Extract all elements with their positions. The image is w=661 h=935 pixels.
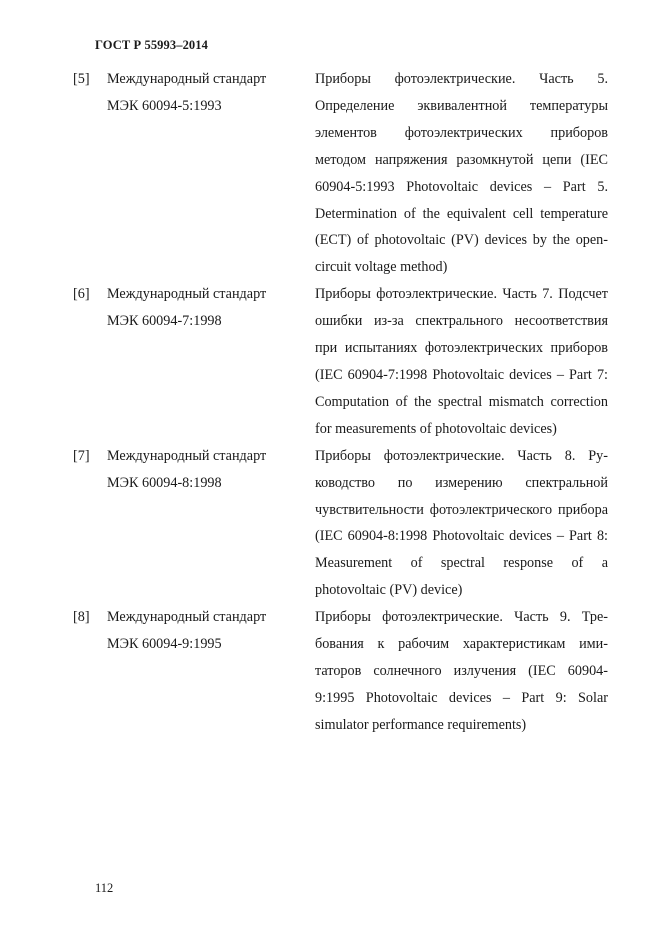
reference-standard: [107, 443, 315, 497]
reference-standard-type: Международный стандарт: [107, 447, 267, 464]
reference-item: [73, 281, 613, 442]
reference-item: [73, 604, 613, 739]
reference-standard-type: Международный стандарт: [107, 286, 267, 303]
reference-standard-type: Международный стандарт: [107, 609, 267, 626]
reference-number: [8]: [73, 609, 90, 626]
reference-standard: [107, 604, 315, 658]
reference-standard-type: Международный стандарт: [107, 71, 267, 87]
reference-number: [6]: [73, 286, 90, 303]
reference-number: [7]: [73, 447, 90, 464]
reference-standard: [107, 66, 315, 120]
reference-item: [73, 443, 613, 604]
document-header: ГОСТ Р 55993–2014: [95, 38, 208, 52]
reference-standard-code: МЭК 60094-9:1995: [107, 636, 222, 653]
reference-item: [73, 66, 613, 281]
reference-title: Приборы фотоэлектрические. Часть 7. Подсчет ошибки из-за спектрального несоответствия при испытаниях фотоэлектрических приборов (IEC 60904-7:1998 Photovoltaic devices – Part 7: Computation of the spectral mismatch correction for measurements of photovoltaic devices): [315, 286, 608, 437]
reference-list: [73, 66, 613, 739]
reference-title: Приборы фотоэлектрические. Часть 5. Определение эквивалентной температуры элементов фотоэлектрических приборов методом напряжения разомкнутой цепи (IEC 60904-5:1993 Photovoltaic devices – Part 5. Determination of the equivalent cell temperature (ECT) of photovoltaic (PV) devices by the open-circuit voltage method): [315, 71, 608, 276]
reference-standard: [107, 281, 315, 335]
reference-number: [5]: [73, 71, 90, 87]
reference-standard-code: МЭК 60094-5:1993: [107, 97, 222, 114]
reference-standard-code: МЭК 60094-7:1998: [107, 313, 222, 330]
reference-title: Приборы фотоэлектрические. Часть 9. Требования к рабочим характеристикам имитаторов солнечного излучения (IEC 60904-9:1995 Photovoltaic devices – Part 9: Solar simulator performance requirements): [315, 609, 608, 733]
page-number: 112: [95, 881, 114, 895]
reference-standard-code: МЭК 60094-8:1998: [107, 474, 222, 491]
reference-title: Приборы фотоэлектрические. Часть 8. Руководство по измерению спектральной чувствительности фотоэлектрического прибора (IEC 60904-8:1998 Photovoltaic devices – Part 8: Measurement of spectral response of a photovoltaic (PV) device): [315, 447, 608, 599]
